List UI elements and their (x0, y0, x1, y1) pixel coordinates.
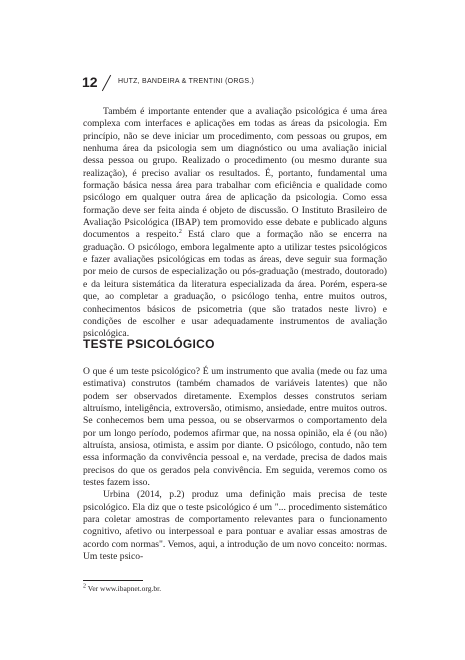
footnote-rule (83, 580, 143, 581)
footnote-number: 2 (83, 583, 86, 590)
intro-paragraph-text: Também é importante entender que a avaliação psicológica é uma área complexa com interfaces e aplicações em todas as áreas da psicologia. Em princípio, não se deve iniciar um procedimento, com pessoas ou grupos, em nenhuma área da psicologia sem um diagnóstico ou uma avaliação inicial dessa pessoa ou grupo. Realizado o procedimento (ou mesmo durante sua realização), é preciso avaliar os resultados. É, portanto, fundamental uma formação básica nessa área para trabalhar com eficiência e qualidade como psicólogo em qualquer outra área de aplicação da psicologia. Como essa formação deve ser feita ainda é objeto de discussão. O Instituto Brasileiro de Avaliação Psicológica (IBAP) tem promovido esse debate e publicado alguns documentos a respeito. (83, 106, 387, 241)
section-paragraph-1: O que é um teste psicológico? É um instrumento que avalia (mede ou faz uma estimativa) construtos (também chamados de variáveis latentes) que não podem ser observados diretamente. Exemplos desses construtos seriam altruísmo, inteligência, extroversão, otimismo, ansiedade, entre muitos outros. Se conhecemos bem uma pessoa, ou se observarmos o comportamento dela por um longo período, podemos afirmar que, na nossa opinião, ela é (ou não) altruísta, ansiosa, otimista, e assim por diante. O psicólogo, contudo, não tem essa informação da convivência pessoal e, na verdade, precisa de dados mais precisos do que os gerados pela convivência. Em seguida, veremos como os testes fazem isso. (83, 366, 387, 489)
intro-section (83, 106, 387, 341)
intro-paragraph (83, 106, 387, 341)
section-heading: TESTE PSICOLÓGICO (83, 337, 215, 351)
intro-paragraph-continuation: Está claro que a formação não se encerra na graduação. O psicólogo, embora legalmente apto a utilizar testes psicológicos e fazer avaliações psicológicas em todas as áreas, deve seguir sua formação por meio de cursos de especialização ou pós-graduação (mestrado, doutorado) e da leitura sistemática da literatura especializada da área. Porém, espera-se que, ao completar a graduação, o psicólogo tenha, entre muitos outros, conhecimentos básicos de psicometria (que são tratados neste livro) e condições de escolher e usar adequadamente instrumentos de avaliação psicológica. (83, 229, 387, 340)
header-divider (102, 75, 111, 91)
footnote-reference: 2 (178, 229, 182, 236)
page-header (82, 73, 412, 93)
footnote (83, 584, 161, 594)
section-body (83, 366, 387, 564)
footnote-text: Ver www.ibapnet.org.br. (87, 584, 162, 593)
running-head: HUTZ, BANDEIRA & TRENTINI (ORGS.) (118, 78, 255, 85)
page-number: 12 (82, 74, 98, 90)
section-paragraph-2: Urbina (2014, p.2) produz uma definição mais precisa de teste psicológico. Ela diz que o teste psicológico é um "... procedimento sistemático para coletar amostras de comportamento relevantes para o funcionamento cognitivo, afetivo ou interpessoal e para pontuar e avaliar essas amostras de acordo com normas". Vemos, aqui, a introdução de um novo conceito: normas. Um teste psico- (83, 489, 387, 563)
